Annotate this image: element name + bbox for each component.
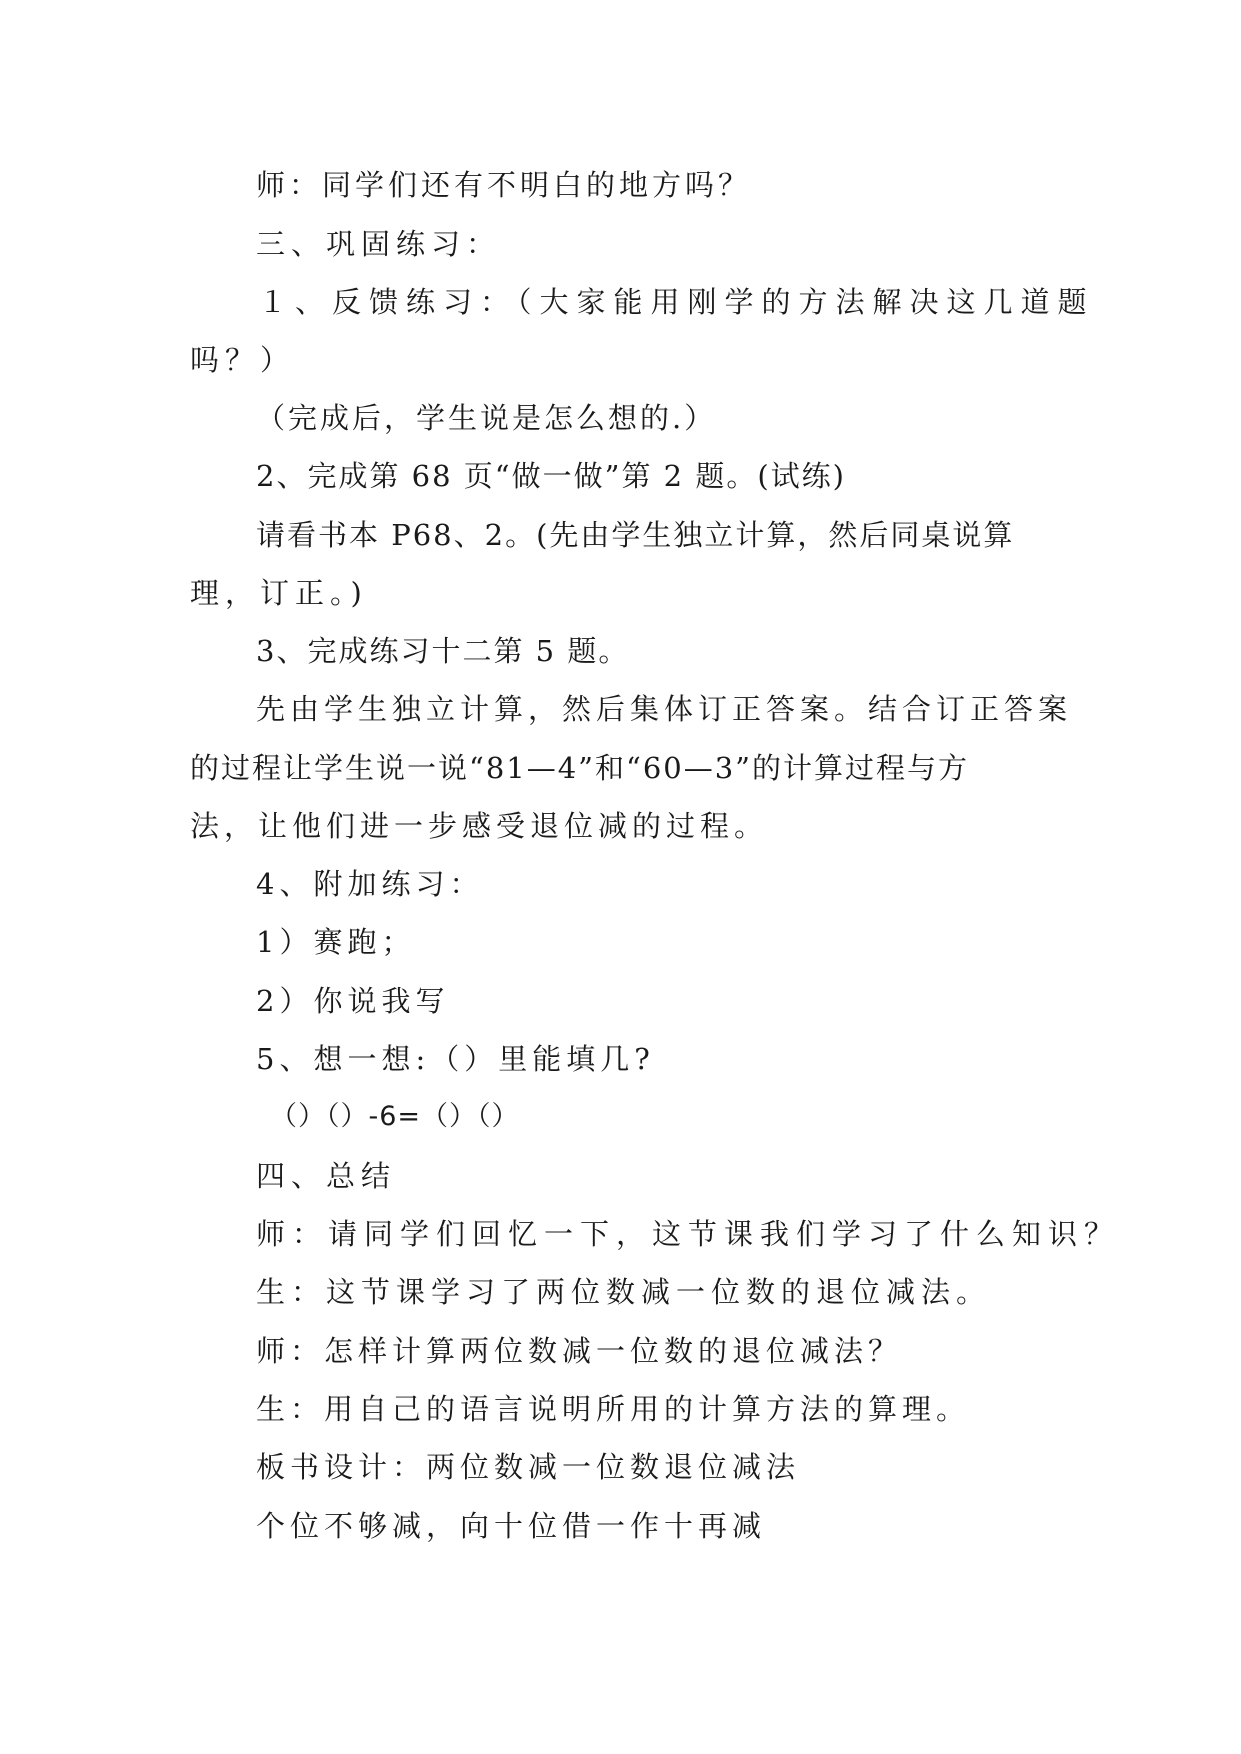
- section-heading-summary: 四、总结: [256, 1159, 397, 1193]
- exercise-4-line: 4、附加练习：: [256, 867, 484, 901]
- board-design-rule: 个位不够减，向十位借一作十再减: [256, 1509, 767, 1543]
- exercise-3-continuation-1: 的过程让学生说一说“81—4”和“60—3”的计算过程与方: [190, 751, 970, 785]
- exercise-2-line: 2、完成第 68 页“做一做”第 2 题。(试练): [256, 459, 846, 493]
- exercise-5-equation: （）（）-6=（）（）: [270, 1101, 520, 1132]
- summary-teacher-line-1: 师：请同学们回忆一下，这节课我们学习了什么知识？: [256, 1217, 1121, 1251]
- exercise-4-item-1: 1）赛跑；: [256, 925, 416, 959]
- exercise-1-note: （完成后，学生说是怎么想的.）: [256, 401, 717, 435]
- summary-student-line-1: 生：这节课学习了两位数减一位数的退位减法。: [256, 1275, 992, 1309]
- exercise-3-line: 3、完成练习十二第 5 题。: [256, 634, 630, 668]
- exercise-2-instruction: 请看书本 P68、2。(先由学生独立计算，然后同桌说算: [256, 518, 1015, 552]
- teacher-question-line: 师：同学们还有不明白的地方吗？: [256, 168, 752, 202]
- exercise-5-line: 5、想一想:（）里能填几?: [256, 1042, 655, 1076]
- exercise-3-instruction: 先由学生独立计算，然后集体订正答案。结合订正答案: [256, 692, 1073, 726]
- exercise-1-continuation: 吗？）: [190, 343, 296, 377]
- exercise-1-line: １、反馈练习：（大家能用刚学的方法解决这几道题: [258, 285, 1095, 319]
- summary-student-line-2: 生：用自己的语言说明所用的计算方法的算理。: [256, 1392, 971, 1426]
- summary-teacher-line-2: 师：怎样计算两位数减一位数的退位减法？: [256, 1334, 903, 1368]
- exercise-4-item-2: 2）你说我写: [256, 984, 450, 1018]
- exercise-2-continuation: 理，订正。): [190, 576, 368, 610]
- board-design-line: 板书设计：两位数减一位数退位减法: [256, 1450, 801, 1484]
- section-heading-practice: 三、巩固练习：: [256, 227, 502, 261]
- exercise-3-continuation-2: 法，让他们进一步感受退位减的过程。: [190, 809, 769, 843]
